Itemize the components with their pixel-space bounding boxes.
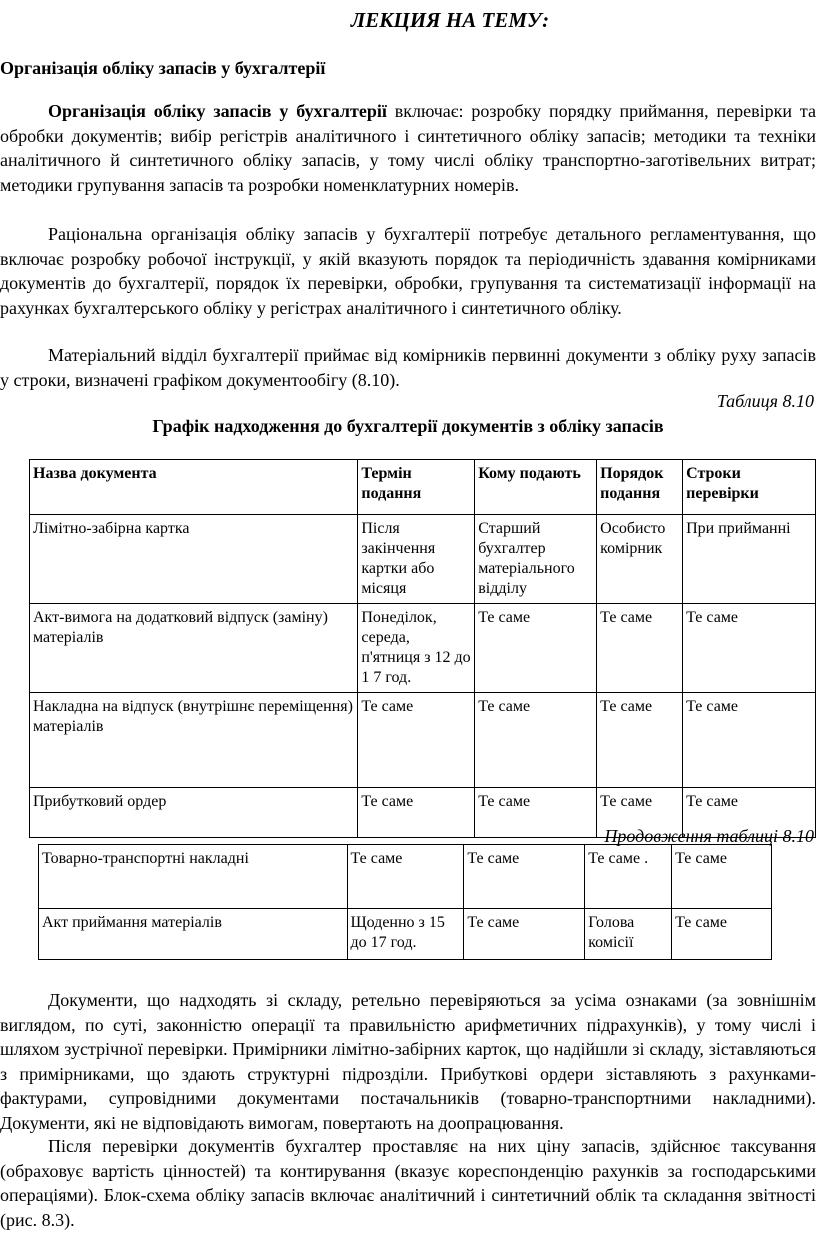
paragraph-3: Матеріальний відділ бухгалтерії приймає від комірників первинні документи з обліку руху запасів у строки, визначені графіком документообігу (8.10). <box>0 345 816 390</box>
table-cell: Те саме <box>358 788 475 838</box>
documents-schedule-table-continued <box>38 844 772 960</box>
table-cell: Товарно-транспортні накладні <box>39 845 348 909</box>
table-cell: Те саме <box>347 845 464 909</box>
table-cell: Те саме <box>683 604 816 693</box>
lecture-title: ЛЕКЦИЯ НА ТЕМУ: <box>350 8 550 32</box>
table-cell: Акт-вимога на додатковий відпуск (заміну) матеріалів <box>30 604 358 693</box>
table-row <box>30 604 816 693</box>
paragraph-4: Документи, що надходять зі складу, ретельно перевіряються за усіма ознаками (за зовнішнім виглядом, по суті, законністю операції та правильністю арифметичних підрахунків), у тому числі і шляхом зустрічної перевірки. Примірники лімітно-забірних карток, що надійшли зі складу, зіставляються з примірниками, що здають структурні підрозділи. Прибуткові ордери зіставляють з рахунками-фактурами, супровідними документами постачальників (товарно-транспортними накладними). Документи, які не відповідають вимогам, повертають на доопрацювання. <box>0 990 816 1133</box>
table-title: Графік надходження до бухгалтерії документів з обліку запасів <box>152 416 664 436</box>
table-cell: Особисто комірник <box>597 515 683 604</box>
header-cell: Назва документа <box>30 460 358 515</box>
table-cell: Понеділок, середа, п'ятниця з 12 до 1 7 год. <box>358 604 475 693</box>
table-cell: Те саме <box>475 788 597 838</box>
table-label: Таблиця 8.10 <box>716 391 814 411</box>
table-row <box>39 845 772 909</box>
table-row <box>30 693 816 788</box>
table-cell: Те саме <box>683 788 816 838</box>
table-header-row <box>30 460 816 515</box>
table-cell: Те саме <box>597 604 683 693</box>
table-cell: Прибутковий ордер <box>30 788 358 838</box>
intro-text: включає: розробку порядку приймання, перевірки та обробки документів; вибір регістрів аналітичного і синтетичного обліку запасів; методики та техніки аналітичного й синтетичного обліку запасів, у тому числі обліку транспортно-заготівельних витрат; методики групування запасів та розробки номенклатурних номерів. <box>0 101 816 195</box>
paragraph-5: Після перевірки документів бухгалтер проставляє на них ціну запасів, здійснює таксування (обраховує вартість цінностей) та контирування (вказує кореспонденцію рахунків за господарськими операціями). Блок-схема обліку запасів включає аналітичний і синтетичний облік та складання звітності (рис. 8.3). <box>0 1136 816 1230</box>
table-cell: Те саме <box>464 909 585 960</box>
table-cell: Після закінчення картки або місяця <box>358 515 475 604</box>
table-cell: Старший бухгалтер матеріального відділу <box>475 515 597 604</box>
table-cell: Те саме <box>683 693 816 788</box>
header-cell: Термін подання <box>358 460 475 515</box>
intro-paragraph <box>0 99 816 197</box>
intro-bold-lead: Організація обліку запасів у бухгалтерії <box>48 101 387 121</box>
table-cell: Те саме <box>672 845 772 909</box>
table-cell: Те саме <box>475 604 597 693</box>
continuation-label: Продовження таблиці 8.10 <box>604 826 814 846</box>
section-heading: Організація обліку запасів у бухгалтерії <box>0 58 326 78</box>
table-cell: Те саме <box>597 788 683 838</box>
header-cell: Порядок подання <box>597 460 683 515</box>
table-row <box>39 909 772 960</box>
header-cell: Кому подають <box>475 460 597 515</box>
table-cell: Лімітно-забірна картка <box>30 515 358 604</box>
paragraph-2: Раціональна організація обліку запасів у бухгалтерії потребує детального регламентування, що включає розробку робочої інструкції, у якій вказують порядок та періодичність здавання комірниками документів до бухгалтерії, порядок їх перевірки, обробки, групування та систематизації інформації на рахунках бухгалтерського обліку у регістрах аналітичного і синтетичного обліку. <box>0 224 816 318</box>
table-cell: Те саме <box>475 693 597 788</box>
table-cell: Те саме <box>358 693 475 788</box>
table-cell: Голова комісії <box>585 909 672 960</box>
table-cell: Акт приймання матеріалів <box>39 909 348 960</box>
table-cell: Накладна на відпуск (внутрішнє переміщення) матеріалів <box>30 693 358 788</box>
table-row <box>30 515 816 604</box>
table-cell: Те саме <box>464 845 585 909</box>
table-cell: При прийманні <box>683 515 816 604</box>
table-cell: Те саме . <box>585 845 672 909</box>
header-cell: Строки перевірки <box>683 460 816 515</box>
documents-schedule-table <box>29 459 816 838</box>
table-cell: Те саме <box>597 693 683 788</box>
table-cell: Щоденно з 15 до 17 год. <box>347 909 464 960</box>
table-cell: Те саме <box>672 909 772 960</box>
